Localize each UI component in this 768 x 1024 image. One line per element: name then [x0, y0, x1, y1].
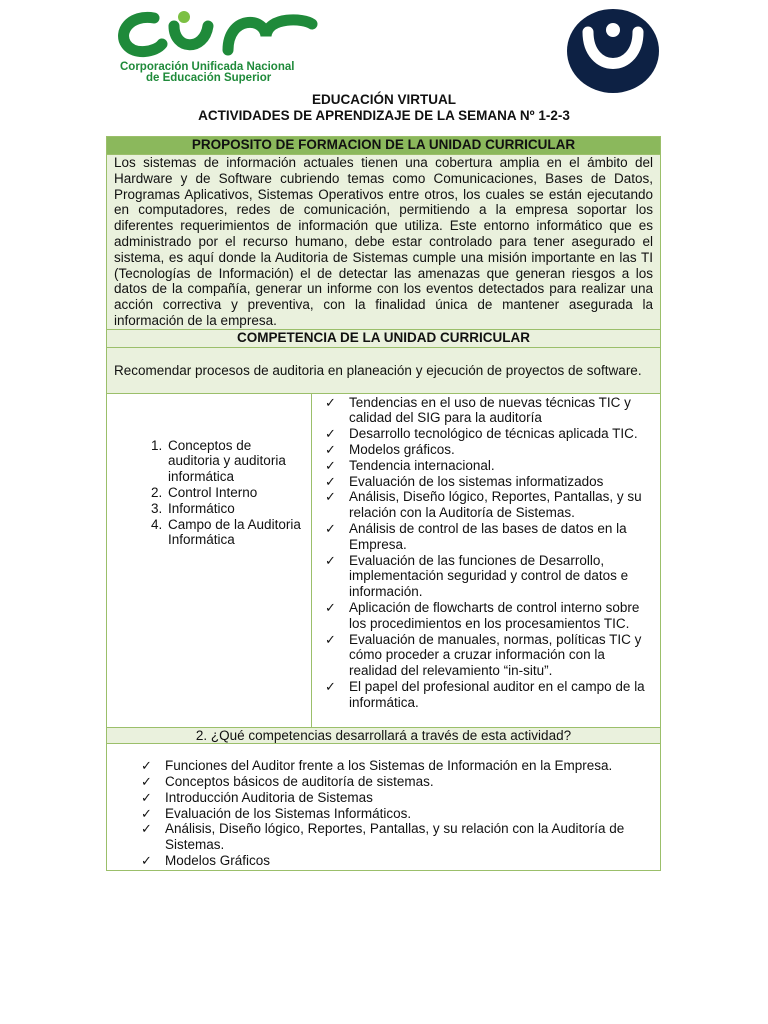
activities-table — [106, 136, 661, 871]
list-item: ✓ Evaluación de manuales, normas, políticas TIC y cómo proceder a cruzar información con la realidad del relevamiento “in-situ”. — [349, 632, 653, 679]
list-item: ✓ Análisis, Diseño lógico, Reportes, Pantallas, y su relación con la Auditoría de Sistemas. — [165, 821, 633, 853]
list-item: ✓ Introducción Auditoria de Sistemas — [165, 790, 633, 806]
list-item: 3. Informático — [166, 501, 304, 517]
list-item: ✓ Análisis de control de las bases de datos en la Empresa. — [349, 521, 653, 553]
page-title: EDUCACIÓN VIRTUAL — [312, 92, 456, 107]
list-item: ✓ Evaluación de las funciones de Desarrollo, implementación seguridad y control de datos e información. — [349, 553, 653, 600]
list-item: 2. Control Interno — [166, 485, 304, 501]
subtopics-cell — [312, 393, 661, 727]
competencies-list — [114, 758, 653, 869]
competence-text: Recomendar procesos de auditoria en planeación y ejecución de proyectos de software. — [107, 347, 661, 393]
list-item: ✓ Modelos gráficos. — [349, 442, 653, 458]
subtopics-list — [319, 395, 653, 711]
list-item: 1. Conceptos de auditoria y auditoria informática — [166, 438, 304, 485]
list-item: ✓ Evaluación de los sistemas informatizados — [349, 474, 653, 490]
competencies-cell — [107, 744, 661, 871]
list-item: 4. Campo de la Auditoria Informática — [166, 517, 304, 549]
competence-header: COMPETENCIA DE LA UNIDAD CURRICULAR — [107, 329, 661, 347]
list-item: ✓ Funciones del Auditor frente a los Sistemas de Información en la Empresa. — [165, 758, 633, 774]
list-item: ✓ Tendencias en el uso de nuevas técnicas TIC y calidad del SIG para la auditoría — [349, 395, 653, 427]
topics-cell — [107, 393, 312, 727]
list-item: ✓ Tendencia internacional. — [349, 458, 653, 474]
page-subtitle: ACTIVIDADES DE APRENDIZAJE DE LA SEMANA Nº 1-2-3 — [198, 108, 570, 123]
question-row: 2. ¿Qué competencias desarrollará a través de esta actividad? — [107, 727, 661, 744]
list-item: ✓ Conceptos básicos de auditoría de sistemas. — [165, 774, 633, 790]
cun-logo-text: Corporación Unificada Nacional de Educación Superior — [120, 61, 295, 84]
institution-seal-logo — [566, 8, 660, 94]
list-item: ✓ Desarrollo tecnológico de técnicas aplicada TIC. — [349, 426, 653, 442]
purpose-text: Los sistemas de información actuales tienen una cobertura amplia en el ámbito del Hardware y de Software cubriendo temas como Comunicaciones, Bases de Datos, Programas Aplicativos, Sistemas Operativos entre otros, los cuales se están ejecutando en computadores, redes de comunicación, permitiendo a la empresa soportar los diferentes requerimientos de información que utiliza. Este entorno informático que es administrado por el recurso humano, debe estar controlado para tener asegurado el sistema, es aquí donde la Auditoria de Sistemas cumple una misión importante en las TI (Tecnologías de Información) el de detectar las amenazas que generan riesgos a los datos de la compañía, generar un informe con los eventos detectados para realizar una acción correctiva y preventiva, con la finalidad única de mantener asegurada la información de la empresa. — [107, 155, 661, 330]
list-item: ✓ Análisis, Diseño lógico, Reportes, Pantallas, y su relación con la Auditoría de Sistemas. — [349, 489, 653, 521]
topics-list — [114, 438, 304, 549]
list-item: ✓ El papel del profesional auditor en el campo de la informática. — [349, 679, 653, 711]
list-item: ✓ Aplicación de flowcharts de control interno sobre los procedimientos en los procesamientos TIC. — [349, 600, 653, 632]
list-item: ✓ Evaluación de los Sistemas Informáticos. — [165, 806, 633, 822]
list-item: ✓ Modelos Gráficos — [165, 853, 633, 869]
purpose-header: PROPOSITO DE FORMACION DE LA UNIDAD CURRICULAR — [107, 137, 661, 155]
